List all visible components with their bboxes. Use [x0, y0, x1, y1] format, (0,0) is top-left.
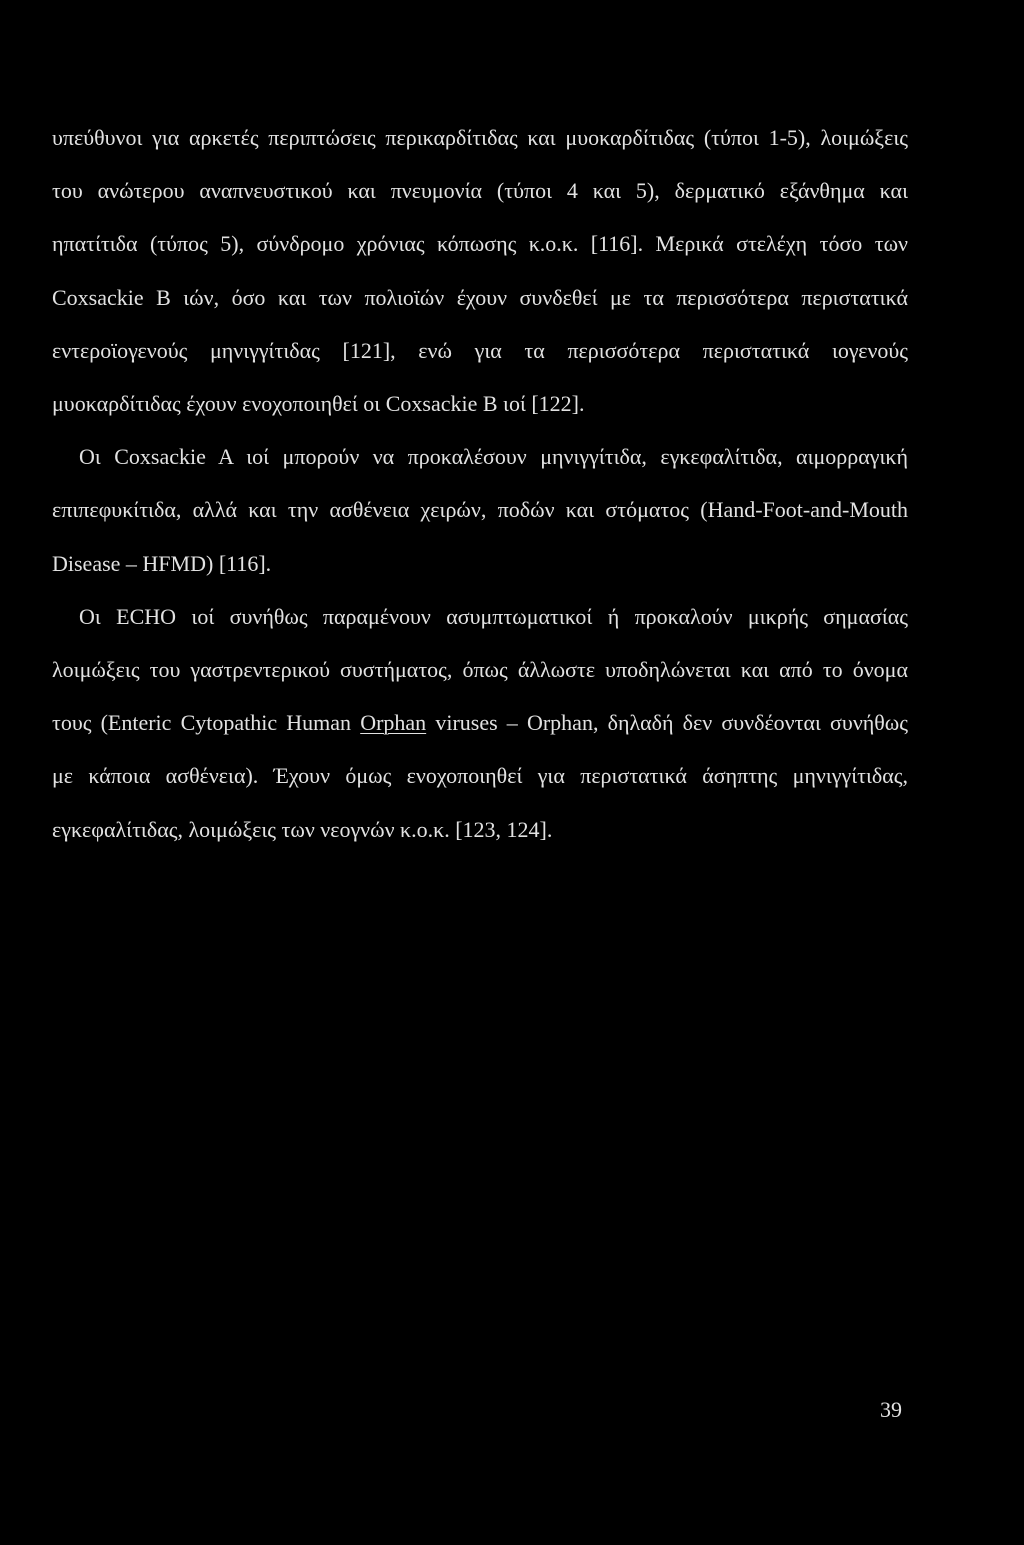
- text-line: με κάποια ασθένεια). Έχουν όμως ενοχοποιηθεί για περιστατικά άσηπτης μηνιγγίτιδας,: [52, 763, 908, 789]
- text-line: εγκεφαλίτιδας, λοιμώξεις των νεογνών κ.ο.κ. [123, 124].: [52, 816, 553, 842]
- line-text: τους (Enteric Cytopathic Human: [52, 710, 361, 736]
- paragraph: [52, 590, 908, 856]
- line-text: viruses – Orphan, δηλαδή δεν συνδέονται συνήθως: [426, 710, 908, 736]
- text-line: Coxsackie B ιών, όσο και των πολιοϊών έχουν συνδεθεί με τα περισσότερα περιστατικά: [52, 284, 908, 310]
- text-line: [52, 696, 908, 749]
- text-line: λοιμώξεις του γαστρεντερικού συστήματος, όπως άλλωστε υποδηλώνεται και από το όνομα: [52, 657, 908, 683]
- text-line: του ανώτερου αναπνευστικού και πνευμονία (τύποι 4 και 5), δερματικό εξάνθημα και: [52, 178, 908, 204]
- text-line: επιπεφυκίτιδα, αλλά και την ασθένεια χειρών, ποδών και στόματος (Hand-Foot-and-Mouth: [52, 497, 908, 523]
- text-line: Disease – HFMD) [116].: [52, 550, 272, 576]
- page-number: 39: [880, 1397, 902, 1422]
- text-line: υπεύθυνοι για αρκετές περιπτώσεις περικαρδίτιδας και μυοκαρδίτιδας (τύποι 1-5), λοιμώξεις: [52, 125, 908, 150]
- body-text: [52, 111, 908, 856]
- text-line: εντεροϊογενούς μηνιγγίτιδας [121], ενώ για τα περισσότερα περιστατικά ιογενούς: [52, 337, 908, 363]
- text-line: μυοκαρδίτιδας έχουν ενοχοποιηθεί οι Coxsackie B ιοί [122].: [52, 391, 585, 417]
- text-line: ηπατίτιδα (τύπος 5), σύνδρομο χρόνιας κόπωσης κ.ο.κ. [116]. Μερικά στελέχη τόσο των: [52, 231, 908, 257]
- underlined-word: Orphan: [360, 710, 427, 736]
- text-line: Οι Coxsackie A ιοί μπορούν να προκαλέσουν μηνιγγίτιδα, εγκεφαλίτιδα, αιμορραγική: [79, 444, 908, 470]
- paragraph: [52, 430, 908, 590]
- paragraph: [52, 111, 908, 430]
- text-line: Οι ECHO ιοί συνήθως παραμένουν ασυμπτωματικοί ή προκαλούν μικρής σημασίας: [79, 603, 908, 629]
